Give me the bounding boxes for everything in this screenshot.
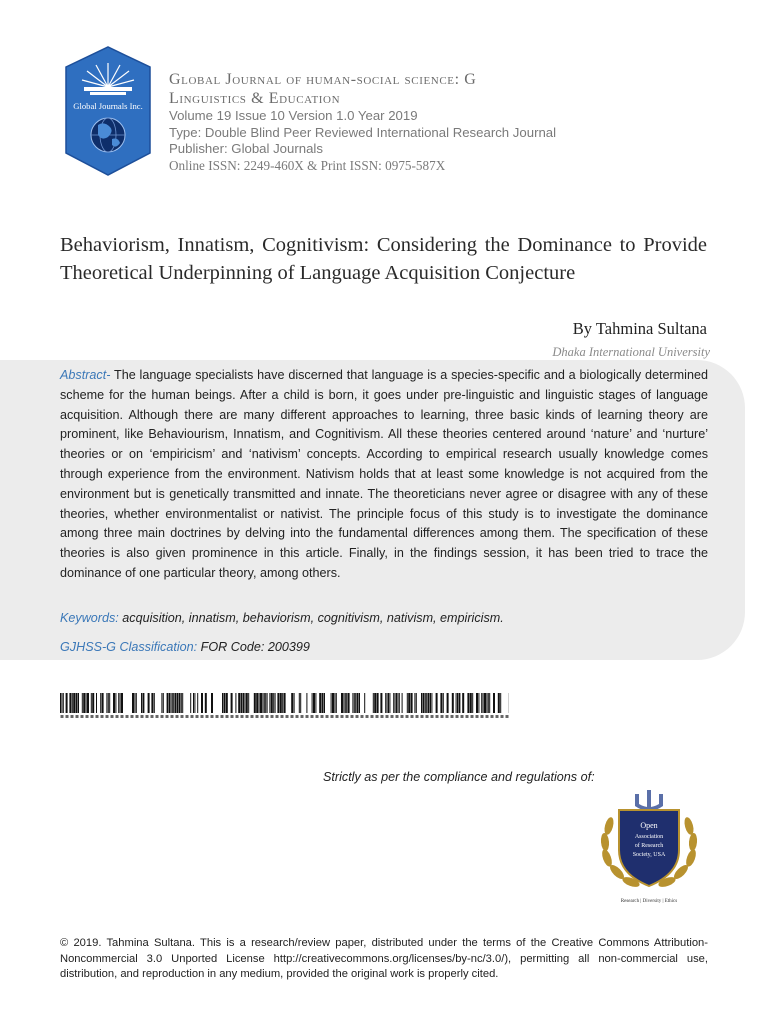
paper-title: Behaviorism, Innatism, Cognitivism: Considering the Dominance to Provide Theoretical Underpinning of Language Acquisition Conjecture	[60, 234, 707, 284]
journal-publisher: Publisher: Global Journals	[169, 141, 323, 156]
barcode-bar	[141, 693, 142, 713]
barcode-bar	[374, 693, 376, 713]
barcode-bar	[256, 693, 258, 713]
barcode-bar	[388, 693, 389, 713]
barcode-caption-glyph	[426, 715, 429, 718]
barcode-bar	[324, 693, 325, 713]
barcode-bar	[447, 693, 449, 713]
barcode-bar	[282, 693, 283, 713]
barcode-caption-glyph	[181, 715, 184, 718]
barcode-bar	[334, 693, 335, 713]
barcode-bar	[408, 693, 410, 713]
journal-type: Type: Double Blind Peer Reviewed International Research Journal	[169, 124, 557, 140]
barcode-caption-glyph	[201, 715, 204, 718]
barcode-caption-glyph	[386, 715, 389, 718]
seal-line3: of Research	[634, 843, 664, 849]
barcode-bar	[411, 693, 413, 713]
barcode-bar	[197, 693, 198, 713]
barcode-bar	[457, 693, 458, 713]
barcode-bar	[87, 693, 89, 713]
barcode-bar	[132, 693, 134, 713]
barcode-bar	[355, 693, 356, 713]
barcode-caption-glyph	[381, 715, 384, 718]
barcode-caption-glyph	[106, 715, 109, 718]
barcode-bar	[244, 693, 245, 713]
seal-motto: Research | Diversity | Ethics	[620, 899, 678, 904]
barcode-caption-glyph	[296, 715, 299, 718]
barcode-caption-glyph	[436, 715, 439, 718]
barcode-caption-glyph	[246, 715, 249, 718]
abstract-label: Abstract-	[60, 368, 111, 382]
barcode-bar	[134, 693, 135, 713]
barcode-bar	[462, 693, 464, 713]
barcode-bar	[175, 693, 177, 713]
barcode-bar	[436, 693, 438, 713]
barcode-bar	[291, 693, 293, 713]
author-affiliation: Dhaka International University	[552, 345, 710, 359]
barcode-bar	[348, 693, 350, 713]
barcode-caption-glyph	[501, 715, 504, 718]
barcode-bar	[161, 693, 162, 713]
barcode-bar	[169, 693, 170, 713]
global-journals-logo	[62, 45, 154, 177]
journal-title-line2: Linguistics & Education	[169, 90, 341, 107]
barcode-bar	[377, 693, 379, 713]
barcode-bar	[254, 693, 256, 713]
barcode-bar	[359, 693, 360, 713]
barcode-caption-glyph	[96, 715, 99, 718]
barcode-bar	[396, 693, 397, 713]
barcode-caption-glyph	[336, 715, 339, 718]
barcode-bar	[154, 693, 155, 713]
barcode-bar	[373, 693, 374, 713]
barcode-bar	[357, 693, 359, 713]
barcode-bar	[440, 693, 442, 713]
barcode-caption-glyph	[466, 715, 469, 718]
abstract	[60, 366, 708, 584]
barcode-bar	[194, 693, 195, 713]
barcode-bar	[467, 693, 469, 713]
barcode-bar	[100, 693, 101, 713]
barcode-caption-glyph	[171, 715, 174, 718]
barcode-bar	[82, 693, 83, 713]
barcode-bar	[284, 693, 286, 713]
barcode-caption-glyph	[256, 715, 259, 718]
logo-text: Global Journals Inc.	[73, 101, 143, 111]
barcode-bar	[472, 693, 473, 713]
barcode-bar	[416, 693, 417, 713]
barcode-caption-glyph	[301, 715, 304, 718]
barcode-caption-glyph	[166, 715, 169, 718]
barcode-caption-glyph	[421, 715, 424, 718]
barcode-caption-glyph	[366, 715, 369, 718]
barcode-caption-glyph	[346, 715, 349, 718]
barcode-bar	[428, 693, 430, 713]
barcode-bar	[211, 693, 213, 713]
barcode-bar	[91, 693, 92, 713]
barcode-bar	[277, 693, 279, 713]
barcode-bar	[332, 693, 334, 713]
barcode-caption-glyph	[216, 715, 219, 718]
barcode-bar	[265, 693, 266, 713]
barcode-bar	[483, 693, 484, 713]
barcode-bar	[422, 693, 424, 713]
barcode-bar	[306, 693, 307, 713]
barcode-caption-glyph	[161, 715, 164, 718]
barcode-bar	[312, 693, 313, 713]
barcode-bar	[243, 693, 244, 713]
barcode-bar	[421, 693, 422, 713]
barcode-caption-glyph	[146, 715, 149, 718]
barcode-bar	[352, 693, 353, 713]
barcode-caption-glyph	[206, 715, 209, 718]
barcode-caption-glyph	[186, 715, 189, 718]
barcode-bar	[121, 693, 123, 713]
barcode-bar	[264, 693, 265, 713]
barcode-bar	[273, 693, 274, 713]
barcode-caption-glyph	[351, 715, 354, 718]
barcode-bar	[488, 693, 489, 713]
barcode-caption-glyph	[136, 715, 139, 718]
barcode-caption-glyph	[116, 715, 119, 718]
barcode-bar	[223, 693, 225, 713]
barcode-caption-glyph	[311, 715, 314, 718]
barcode-bar	[170, 693, 171, 713]
barcode-bar	[172, 693, 173, 713]
barcode-caption-glyph	[86, 715, 89, 718]
barcode-bar	[269, 693, 270, 713]
barcode-bar	[109, 693, 110, 713]
compliance-text: Strictly as per the compliance and regulations of:	[323, 770, 595, 784]
barcode-bar	[61, 693, 62, 713]
barcode-bar	[322, 693, 324, 713]
barcode-bar	[489, 693, 490, 713]
barcode-caption-glyph	[231, 715, 234, 718]
barcode-caption-glyph	[191, 715, 194, 718]
barcode-bar	[414, 693, 415, 713]
barcode-caption-glyph	[331, 715, 334, 718]
barcode-caption-glyph	[446, 715, 449, 718]
barcode-bar	[345, 693, 346, 713]
abstract-text: The language specialists have discerned that language is a species-specific and a biologically determined scheme for the human beings. After a child is born, it goes under pre-linguistic and linguistic stages of language acquisition. Although there are many different approaches to learning, three basic kinds of learning theory are prominent, like Behaviourism, Innatism, and Cognitivism. All these theories centered around ‘nature’ and ‘nurture’ theories or on ‘empiricism’ and ‘nativism’ concepts. According to empirical research usually knowledge comes through experience from the environment. Nativism holds that at least some knowledge is not acquired from the environment but is genetically transmitted and innate. The theoreticians never agree or disagree with any of these theories, whether environmentalist or nativist. The principle focus of this study is to investigate the dominance among three main doctrines by delving into the fundamental differences among them. The specification of these theories is also given prominence in this article. Finally, in the findings session, it has been tried to trace the dominance of one particular theory, among others.	[60, 368, 708, 580]
barcode-caption-glyph	[441, 715, 444, 718]
barcode-bar	[86, 693, 87, 713]
barcode-caption-glyph	[491, 715, 494, 718]
barcode-bar	[478, 693, 479, 713]
barcode-bar	[476, 693, 478, 713]
barcode-bar	[66, 693, 68, 713]
barcode-bar	[470, 693, 472, 713]
barcode-caption-glyph	[471, 715, 474, 718]
barcode-bar	[331, 693, 332, 713]
journal-title-line1: Global Journal of human-social science: G	[169, 71, 477, 88]
barcode-bar	[425, 693, 426, 713]
barcode-bar	[205, 693, 207, 713]
barcode-caption-glyph	[456, 715, 459, 718]
classification-label: GJHSS-G Classification:	[60, 640, 198, 654]
barcode-bar	[142, 693, 144, 713]
barcode-bar	[248, 693, 249, 713]
barcode-bar	[393, 693, 394, 713]
barcode-bar	[231, 693, 233, 713]
barcode-bar	[336, 693, 337, 713]
barcode-caption-glyph	[91, 715, 94, 718]
barcode-bar	[402, 693, 403, 713]
barcode-caption-glyph	[356, 715, 359, 718]
barcode-caption-glyph	[66, 715, 69, 718]
barcode-bar	[484, 693, 486, 713]
barcode-bar	[151, 693, 153, 713]
barcode-bar	[182, 693, 183, 713]
barcode-bar	[385, 693, 386, 713]
barcode-bar	[190, 693, 191, 713]
barcode-caption-glyph	[371, 715, 374, 718]
barcode-caption-glyph	[321, 715, 324, 718]
barcode-bar	[452, 693, 454, 713]
barcode-caption-glyph	[411, 715, 414, 718]
barcode-bar	[430, 693, 431, 713]
barcode-caption-glyph	[141, 715, 144, 718]
barcode-bar	[96, 693, 97, 713]
barcode-bar	[173, 693, 174, 713]
barcode-bar	[397, 693, 398, 713]
barcode-caption-glyph	[156, 715, 159, 718]
barcode-caption-glyph	[481, 715, 484, 718]
barcode-bar	[498, 693, 500, 713]
barcode-bar	[246, 693, 248, 713]
barcode-bar	[136, 693, 137, 713]
barcode-bar	[395, 693, 396, 713]
barcode-bar	[178, 693, 180, 713]
barcode-caption-glyph	[81, 715, 84, 718]
barcode-bar	[259, 693, 260, 713]
barcode-caption-glyph	[251, 715, 254, 718]
barcode-caption-glyph	[271, 715, 274, 718]
barcode-caption-glyph	[101, 715, 104, 718]
barcode-caption-glyph	[416, 715, 419, 718]
barcode-caption-glyph	[396, 715, 399, 718]
barcode-caption-glyph	[326, 715, 329, 718]
barcode-bar	[181, 693, 182, 713]
barcode-caption-glyph	[451, 715, 454, 718]
barcode-bar	[113, 693, 115, 713]
barcode-bar	[148, 693, 150, 713]
barcode-bar	[346, 693, 347, 713]
barcode-caption-glyph	[496, 715, 499, 718]
barcode-bar	[120, 693, 121, 713]
barcode-bar	[275, 693, 276, 713]
barcode-caption-glyph	[291, 715, 294, 718]
barcode-bar	[238, 693, 240, 713]
barcode-bar	[73, 693, 75, 713]
barcode-bar	[389, 693, 390, 713]
barcode-caption-glyph	[266, 715, 269, 718]
barcode-bar	[63, 693, 64, 713]
barcode-caption-glyph	[341, 715, 344, 718]
seal-line2: Association	[634, 834, 664, 840]
barcode-caption-glyph	[276, 715, 279, 718]
keywords	[60, 609, 708, 627]
author-name: By Tahmina Sultana	[572, 319, 707, 338]
barcode-caption-glyph	[226, 715, 229, 718]
barcode-bar	[69, 693, 71, 713]
barcode-bar	[315, 693, 316, 713]
barcode-bar	[500, 693, 501, 713]
barcode-caption-glyph	[486, 715, 489, 718]
barcode-bar	[163, 693, 164, 713]
barcode-caption-glyph	[306, 715, 309, 718]
journal-header	[169, 70, 729, 174]
journal-issn: Online ISSN: 2249-460X & Print ISSN: 0975-587X	[169, 157, 446, 173]
barcode-bar	[299, 693, 300, 713]
barcode-bar	[426, 693, 427, 713]
barcode-caption-glyph	[461, 715, 464, 718]
barcode-caption-glyph	[241, 715, 244, 718]
barcode-bar	[280, 693, 282, 713]
barcode-bar	[458, 693, 460, 713]
barcode-bar	[106, 693, 107, 713]
keywords-text: acquisition, innatism, behaviorism, cognitivism, nativism, empiricism.	[118, 611, 504, 625]
barcode-bar	[380, 693, 382, 713]
barcode-bar	[92, 693, 94, 713]
barcode-caption-glyph	[286, 715, 289, 718]
barcode-bar	[493, 693, 495, 713]
barcode-bar	[486, 693, 487, 713]
barcode-bar	[300, 693, 301, 713]
barcode-bar	[222, 693, 223, 713]
barcode-bar	[226, 693, 228, 713]
barcode-caption-glyph	[316, 715, 319, 718]
seal-line4: Society, USA	[632, 852, 666, 858]
barcode-caption-glyph	[211, 715, 214, 718]
barcode-caption-glyph	[281, 715, 284, 718]
oar-seal-logo	[593, 788, 705, 906]
barcode-bar	[72, 693, 73, 713]
barcode-bar	[443, 693, 444, 713]
barcode-bar	[341, 693, 343, 713]
barcode-caption-glyph	[176, 715, 179, 718]
barcode-bar	[456, 693, 457, 713]
barcode-caption-glyph	[431, 715, 434, 718]
barcode-caption-glyph	[406, 715, 409, 718]
barcode-caption-glyph	[476, 715, 479, 718]
barcode-bar	[241, 693, 243, 713]
barcode-bar	[83, 693, 85, 713]
barcode-bar	[262, 693, 263, 713]
barcode	[60, 693, 509, 719]
barcode-bar	[343, 693, 344, 713]
barcode-bar	[167, 693, 169, 713]
keywords-label: Keywords:	[60, 611, 119, 625]
journal-volume: Volume 19 Issue 10 Version 1.0 Year 2019	[169, 108, 418, 123]
barcode-bar	[78, 693, 79, 713]
barcode-caption-glyph	[121, 715, 124, 718]
barcode-caption-glyph	[61, 715, 64, 718]
barcode-caption-glyph	[221, 715, 224, 718]
barcode-bar	[354, 693, 355, 713]
barcode-bar	[201, 693, 203, 713]
barcode-bar	[387, 693, 388, 713]
barcode-bar	[115, 693, 116, 713]
barcode-bar	[193, 693, 194, 713]
barcode-caption-glyph	[236, 715, 239, 718]
barcode-bar	[260, 693, 262, 713]
barcode-bar	[235, 693, 236, 713]
barcode-caption-glyph	[76, 715, 79, 718]
barcode-bar	[399, 693, 400, 713]
barcode-bar	[407, 693, 408, 713]
barcode-bar	[102, 693, 104, 713]
barcode-bar	[76, 693, 78, 713]
barcode-caption-glyph	[401, 715, 404, 718]
barcode-caption-glyph	[506, 715, 509, 718]
classification-text: FOR Code: 200399	[197, 640, 310, 654]
barcode-bar	[118, 693, 119, 713]
copyright-notice: © 2019. Tahmina Sultana. This is a research/review paper, distributed under the terms of the Creative Commons Attribution-Noncommercial 3.0 Unported License http://creativecommons.org/licenses/by-nc/3.0/), permitting all non-commercial use, distribution, and reproduction in any medium, provided the original work is properly cited.	[60, 937, 708, 980]
barcode-caption-glyph	[391, 715, 394, 718]
barcode-bar	[431, 693, 432, 713]
barcode-bar	[267, 693, 268, 713]
classification	[60, 638, 708, 656]
barcode-caption-glyph	[126, 715, 129, 718]
barcode-bar	[481, 693, 482, 713]
barcode-caption-glyph	[261, 715, 264, 718]
barcode-caption-glyph	[376, 715, 379, 718]
seal-line1: Open	[640, 821, 658, 830]
barcode-caption-glyph	[361, 715, 364, 718]
barcode-caption-glyph	[71, 715, 74, 718]
barcode-bar	[108, 693, 109, 713]
barcode-caption-glyph	[196, 715, 199, 718]
barcode-bar	[313, 693, 315, 713]
barcode-bar	[319, 693, 321, 713]
barcode-bar	[60, 693, 61, 713]
barcode-caption-glyph	[151, 715, 154, 718]
barcode-bar	[364, 693, 365, 713]
barcode-bar	[294, 693, 295, 713]
barcode-caption-glyph	[111, 715, 114, 718]
barcode-bar	[177, 693, 178, 713]
barcode-bar	[271, 693, 273, 713]
barcode-caption-glyph	[131, 715, 134, 718]
